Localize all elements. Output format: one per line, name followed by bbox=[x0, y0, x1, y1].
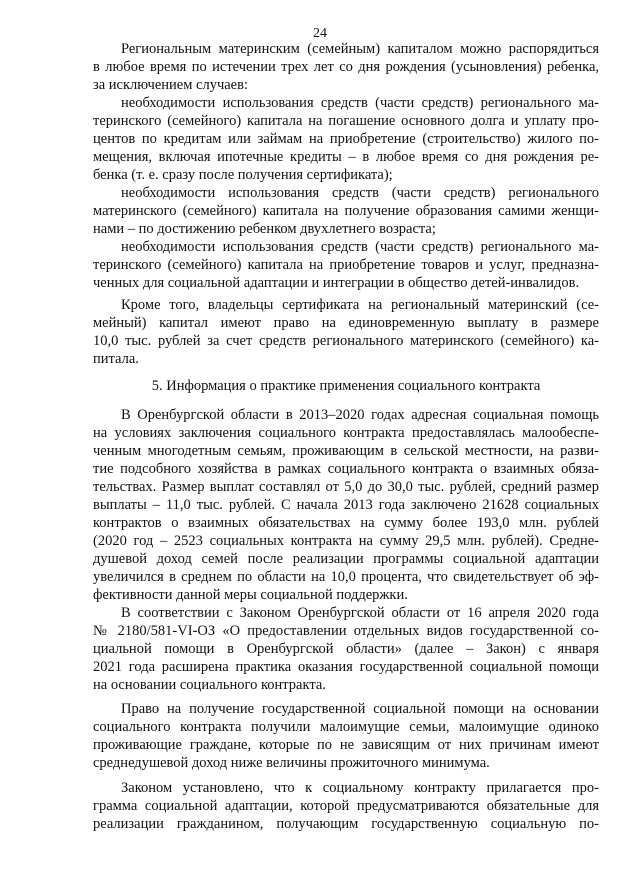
para-right-line: проживающие граждане, которые по не зависящим от них причинам имеют bbox=[93, 737, 599, 753]
para-lump-sum-line: питала. bbox=[93, 351, 139, 367]
para-program-line: реализации гражданином, получающим государственную социальную по- bbox=[93, 816, 599, 832]
para-case-1-line: необходимости использования средств (части средств) регионального ма- bbox=[121, 95, 599, 111]
para-lump-sum-line: 10,0 тыс. рублей за счет средств регионального материнского (семейного) ка- bbox=[93, 333, 599, 349]
para-case-3-line: ченных для социальной адаптации и интеграции в общество детей-инвалидов. bbox=[93, 275, 580, 291]
para-case-3-line: теринского (семейного) капитала на приобретение товаров и услуг, предназна- bbox=[93, 257, 599, 273]
para-orenburg-line: ченным многодетным семьям, проживающим в сельской местности, на разви- bbox=[93, 443, 599, 459]
para-law-line: циальной помощи в Оренбургской области» (далее – Закон) с января bbox=[93, 641, 599, 657]
section-heading: 5. Информация о практике применения социального контракта bbox=[151, 378, 541, 394]
para-capital-intro-line: Региональным материнским (семейным) капиталом можно распорядиться bbox=[121, 41, 599, 57]
para-law-line: В соответствии с Законом Оренбургской области от 16 апреля 2020 года bbox=[121, 605, 599, 621]
para-capital-intro-line: в любое время по истечении трех лет со дня рождения (усыновления) ребенка, bbox=[93, 59, 599, 75]
para-orenburg-line: тельствах. Размер выплат составлял от 5,0 до 30,0 тыс. рублей, средний размер bbox=[93, 479, 599, 495]
para-lump-sum-line: мейный) капитал имеют право на единовременную выплату в размере bbox=[93, 315, 599, 331]
para-case-1-line: теринского (семейного) капитала на погашение основного долга и уплату про- bbox=[93, 113, 599, 129]
para-case-2-line: материнского (семейного) капитала на получение образования самими женщи- bbox=[93, 203, 599, 219]
para-orenburg-line: контрактов о взаимных обязательствах на сумму более 193,0 млн. рублей bbox=[93, 515, 599, 531]
para-orenburg-line: тие подсобного хозяйства в рамках социального контракта о взаимных обяза- bbox=[93, 461, 599, 477]
para-law-line: на основании социального контракта. bbox=[93, 677, 326, 693]
para-capital-intro-line: за исключением случаев: bbox=[93, 77, 248, 93]
para-orenburg-line: выплаты – 11,0 тыс. рублей. С начала 2013 года заключено 21628 социальных bbox=[93, 497, 599, 513]
para-program-line: грамма социальной адаптации, которой предусматриваются обязательные для bbox=[93, 798, 599, 814]
para-orenburg-line: (2020 год – 2523 социальных контракта на сумму 29,5 млн. рублей). Средне- bbox=[93, 533, 599, 549]
para-orenburg-line: В Оренбургской области в 2013–2020 годах адресная социальная помощь bbox=[121, 407, 599, 423]
para-case-1-line: центов по кредитам или займам на приобретение (строительство) жилого по- bbox=[93, 131, 599, 147]
para-case-2-line: нами – по достижению ребенком двухлетнего возраста; bbox=[93, 221, 436, 237]
para-law-line: 2021 года расширена практика оказания государственной социальной помощи bbox=[93, 659, 599, 675]
para-orenburg-line: душевой доход семей после реализации программы социальной адаптации bbox=[93, 551, 599, 567]
para-orenburg-line: на условиях заключения социального контракта предоставлялась малообеспе- bbox=[93, 425, 599, 441]
para-case-2-line: необходимости использования средств (части средств) регионального bbox=[121, 185, 599, 201]
para-right-line: Право на получение государственной социальной помощи на основании bbox=[121, 701, 599, 717]
para-case-3-line: необходимости использования средств (части средств) регионального ма- bbox=[121, 239, 599, 255]
para-case-1-line: бенка (т. е. сразу после получения сертификата); bbox=[93, 167, 393, 183]
para-orenburg-line: увеличился в среднем по области на 10,0 процента, что свидетельствует об эф- bbox=[93, 569, 599, 585]
page-number: 24 bbox=[313, 26, 327, 41]
para-law-line: № 2180/581-VI-ОЗ «О предоставлении отдельных видов государственной со- bbox=[93, 623, 599, 639]
para-right-line: среднедушевой доход ниже величины прожиточного минимума. bbox=[93, 755, 490, 771]
para-right-line: социального контракта получили малоимущие семьи, малоимущие одиноко bbox=[93, 719, 599, 735]
para-case-1-line: мещения, включая ипотечные кредиты – в любое время со дня рождения ре- bbox=[93, 149, 599, 165]
para-program-line: Законом установлено, что к социальному контракту прилагается про- bbox=[121, 780, 599, 796]
para-lump-sum-line: Кроме того, владельцы сертификата на региональный материнский (се- bbox=[121, 297, 599, 313]
para-orenburg-line: фективности данной меры социальной поддержки. bbox=[93, 587, 408, 603]
